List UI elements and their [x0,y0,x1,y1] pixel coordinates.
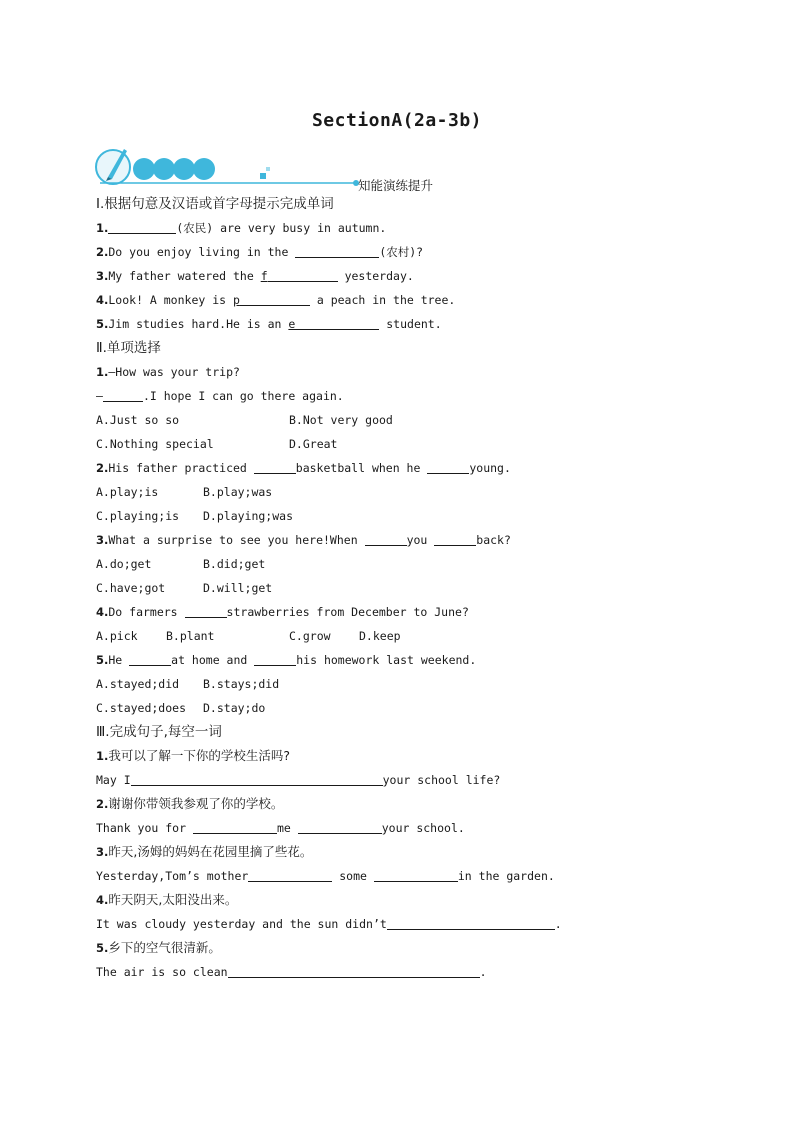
answer-blank[interactable] [185,605,227,618]
question-text: Do you enjoy living in the [108,245,296,259]
question-text: student. [379,317,442,331]
s2-q1-option-a: A.Just so so [96,413,180,427]
banner-dot-3 [173,158,195,180]
s3-question-2-prompt [96,796,283,812]
question-text: His father practiced [108,461,254,475]
s2-question-4 [96,604,469,620]
chinese-prompt: 昨天阴天,太阳没出来。 [108,892,238,907]
question-number: 5. [96,317,109,331]
s3-question-3-prompt [96,844,312,860]
question-text: (农民) are very busy in autumn. [176,221,387,235]
s2-q5-option-d: D.stay;do [203,701,266,715]
answer-blank[interactable] [131,773,383,786]
question-text: Look! A monkey is [108,293,233,307]
sentence-text: . [554,917,562,931]
answer-blank[interactable] [254,653,296,666]
s3-question-4-prompt [96,892,237,908]
answer-blank[interactable] [228,965,480,978]
s2-q4-option-a: A.pick [96,629,138,643]
answer-blank[interactable] [427,461,469,474]
answer-blank[interactable] [374,869,458,882]
question-text: you [406,533,435,547]
banner-square-small [260,173,266,179]
s2-q1-option-b: B.Not very good [289,413,393,427]
sentence-text: in the garden. [457,869,555,883]
section-2-heading: Ⅱ.单项选择 [96,340,161,356]
chinese-prompt: 昨天,汤姆的妈妈在花园里摘了些花。 [108,844,313,859]
s1-question-3 [96,268,414,284]
question-number: 4. [96,293,109,307]
question-text: yesterday. [337,269,414,283]
s2-q5-option-b: B.stays;did [203,677,280,691]
s1-question-5 [96,316,442,332]
question-text: He [108,653,130,667]
sentence-text: The air is so clean [96,965,228,979]
answer-blank[interactable] [295,317,379,330]
question-number: 2. [96,245,109,259]
s2-q3-option-d: D.will;get [203,581,273,595]
answer-blank[interactable] [108,221,176,234]
question-number: 3. [96,269,109,283]
banner-dot-2 [153,158,175,180]
chinese-prompt: 乡下的空气很清新。 [108,940,221,955]
s1-question-4 [96,292,455,308]
sentence-text: me [276,821,298,835]
s1-question-1 [96,220,386,236]
question-number: 3. [96,845,109,859]
banner-square-tiny [266,167,270,171]
answer-blank[interactable] [103,389,143,402]
answer-blank[interactable] [295,245,379,258]
s2-q3-option-b: B.did;get [203,557,266,571]
s3-question-1-prompt [96,748,290,764]
question-text: his homework last weekend. [296,653,477,667]
answer-blank[interactable] [248,869,332,882]
s3-question-1-answer [96,772,500,788]
answer-blank[interactable] [268,269,338,282]
page-title: SectionA(2a-3b) [311,110,483,131]
s2-q2-option-c: C.playing;is [96,509,180,523]
sentence-text: May I [96,773,131,787]
question-text: back? [476,533,511,547]
hint-letter: e [288,317,296,331]
question-number: 5. [96,941,109,955]
section-3-heading: Ⅲ.完成句子,每空一词 [96,724,222,740]
s2-q1-option-c: C.Nothing special [96,437,214,451]
chinese-prompt: 我可以了解一下你的学校生活吗? [108,748,291,763]
sentence-text: Yesterday,Tom’s mother [96,869,249,883]
question-number: 2. [96,461,109,475]
sentence-text: Thank you for [96,821,193,835]
s2-q5-option-c: C.stayed;does [96,701,187,715]
answer-blank[interactable] [193,821,277,834]
s2-q4-option-d: D.keep [359,629,401,643]
pen-badge-icon [96,150,130,184]
sentence-text: It was cloudy yesterday and the sun didn’t [96,917,387,931]
answer-blank[interactable] [298,821,382,834]
chinese-prompt: 谢谢你带领我参观了你的学校。 [108,796,284,811]
section-1-heading: Ⅰ.根据句意及汉语或首字母提示完成单词 [96,196,334,212]
question-text: at home and [171,653,255,667]
hint-letter: f [260,269,268,283]
question-number: 2. [96,797,109,811]
question-number: 4. [96,605,109,619]
question-text: Jim studies hard.He is an [108,317,289,331]
banner-dot-4 [193,158,215,180]
s1-question-2 [96,244,423,260]
s2-q4-option-b: B.plant [166,629,215,643]
s3-question-5-answer [96,964,487,980]
banner-label: 知能演练提升 [358,178,434,193]
question-text: My father watered the [108,269,261,283]
s2-q4-option-c: C.grow [289,629,331,643]
question-number: 4. [96,893,109,907]
question-text: Do farmers [108,605,185,619]
question-text: —How was your trip? [108,365,240,379]
answer-blank[interactable] [434,533,476,546]
question-text: .I hope I can go there again. [142,389,344,403]
sentence-text: your school. [381,821,465,835]
question-text: strawberries from December to June? [226,605,469,619]
sentence-text: . [479,965,487,979]
s2-q2-option-d: D.playing;was [203,509,294,523]
answer-blank[interactable] [387,917,555,930]
s2-q5-option-a: A.stayed;did [96,677,180,691]
s3-question-2-answer [96,820,465,836]
answer-blank[interactable] [240,293,310,306]
question-text: (农村)? [379,245,424,259]
sentence-text: your school life? [382,773,501,787]
s2-question-3 [96,532,511,548]
question-text: What a surprise to see you here!When [108,533,365,547]
s3-question-3-answer [96,868,555,884]
s3-question-5-prompt [96,940,221,956]
s2-q3-option-c: C.have;got [96,581,166,595]
question-number: 1. [96,365,109,379]
s2-question-2 [96,460,511,476]
s3-question-4-answer [96,916,562,932]
s2-q1-option-d: D.Great [289,437,338,451]
answer-blank[interactable] [254,461,296,474]
answer-blank[interactable] [129,653,171,666]
s2-q2-option-b: B.play;was [203,485,273,499]
s2-q3-option-a: A.do;get [96,557,152,571]
question-text: basketball when he [295,461,428,475]
question-number: 3. [96,533,109,547]
s2-question-5 [96,652,476,668]
sentence-text: some [332,869,374,883]
answer-blank[interactable] [365,533,407,546]
question-number: 5. [96,653,109,667]
s2-question-1 [96,364,240,380]
question-number: 1. [96,221,109,235]
hint-letter: p [233,293,240,307]
banner-dot-1 [133,158,155,180]
s2-question-1-reply [96,388,344,404]
s2-q2-option-a: A.play;is [96,485,159,499]
question-text: a peach in the tree. [309,293,456,307]
question-number: 1. [96,749,109,763]
dash: — [96,389,103,403]
question-text: young. [469,461,511,475]
